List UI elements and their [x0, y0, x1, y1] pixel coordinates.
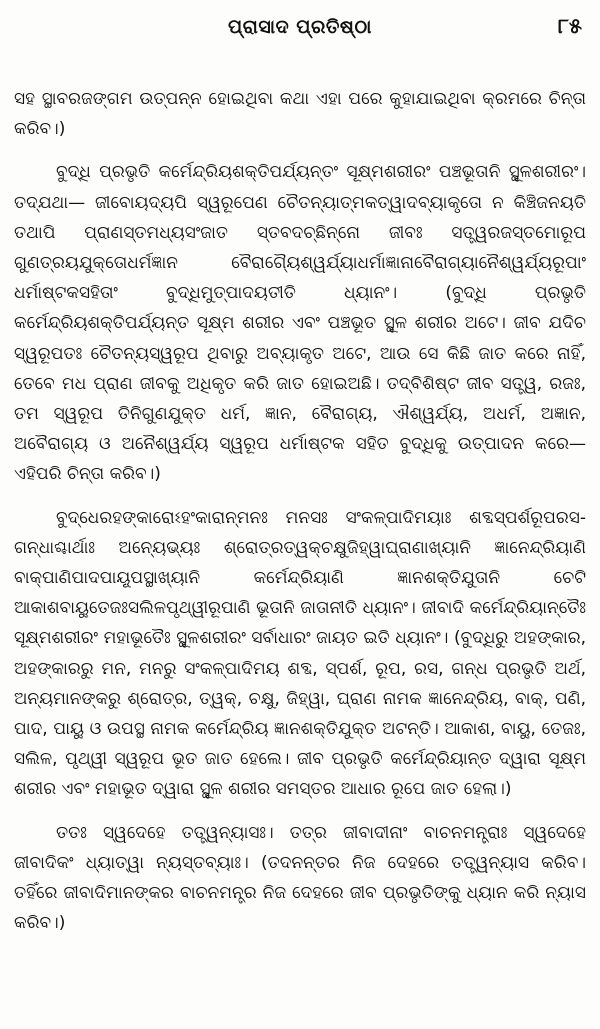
paragraph-ahankara-verse: ବୁଦ୍ଧେରହଙ୍କାରୋଽହଂକାରାନ୍ମନଃ ମନସଃ ସଂକଳ୍ପାଦିମୟାଃ ଶବ୍ଦସ୍ପର୍ଶରୂପରସ-ଗନ୍ଧାଶ୍ଚାର୍ଥାଃ ଅନ୍ୟେଭ୍ୟଃ ଶ୍ରୋତ୍ରତ୍ୱକ୍‌ଚକ୍ଷୁଜିହ୍ୱାଘ୍ରାଣାଖ୍ୟାନି ଜ୍ଞାନେନ୍ଦ୍ରିୟାଣି ବାକ୍‌ପାଣିପାଦପାୟୂପସ୍ଥାଖ୍ୟାନି କର୍ମେନ୍ଦ୍ରିୟାଣି ଜ୍ଞାନଶକ୍ତିଯୁତାନି ଚେଟି ଆକାଶବାୟୁତେଜଃସଲିଳପୃଥ୍ୱୀରୂପାଣି ଭୂତାନି ଜାତାନୀତି ଧ୍ୟାନଂ। ଜୀବାଦି କର୍ମେନ୍ଦ୍ରିୟାନ୍ତୈଃ ସୂକ୍ଷ୍ମଶରୀରଂ ମହାଭୂତୈଃ ସ୍ଥୂଳଶରୀରଂ ସର୍ବାଧାରଂ ଜାୟତ ଇତି ଧ୍ୟାନଂ। (ବୁଦ୍ଧିରୁ ଅହଙ୍କାର, ଅହଙ୍କାରରୁ ମନ, ମନରୁ ସଂକଳ୍ପାଦିମୟ ଶବ୍ଦ, ସ୍ପର୍ଶ, ରୂପ, ରସ, ଗନ୍ଧ ପ୍ରଭୃତି ଅର୍ଥ, ଅନ୍ୟମାନଙ୍କରୁ ଶ୍ରୋତ୍ର, ତ୍ୱକ୍, ଚକ୍ଷୁ, ଜିହ୍ୱା, ଘ୍ରାଣ ନାମକ ଜ୍ଞାନେନ୍ଦ୍ରିୟ, ବାକ୍, ପଣି, ପାଦ, ପାୟୁ ଓ ଉପସ୍ଥ ନାମକ କର୍ମେନ୍ଦ୍ରିୟ ଜ୍ଞାନଶକ୍ତିଯୁକ୍ତ ଅଟନ୍ତି। ଆକାଶ, ବାୟୁ, ତେଜଃ, ସଲିଳ, ପୃଥ୍ୱୀ ସ୍ୱରୂପ ଭୂତ ଜାତ ହେଲେ। ଜୀବ ପ୍ରଭୃତି କର୍ମେନ୍ଦ୍ରିୟାନ୍ତ ଦ୍ୱାରା ସୂକ୍ଷ୍ମ ଶରୀର ଏବଂ ମହାଭୂତ ଦ୍ୱାରା ସ୍ଥୂଳ ଶରୀର ସମସ୍ତର ଆଧାର ରୂପେ ଜାତ ହେଲା।)	[14, 507, 586, 800]
body-text	[14, 84, 586, 938]
page-title: ପ୍ରାସାଦ ପ୍ରତିଷ୍ଠା	[228, 16, 372, 38]
paragraph-continuation: ସହ ସ୍ଥାବରଜଙ୍ଗମ ଉତ୍ପନ୍ନ ହୋଇଥିବା କଥା ଏହା ପରେ କୁହାଯାଇଥିବା କ୍ରମରେ ଚିନ୍ତା କରିବ।)	[14, 89, 586, 140]
page-number: ୮୫	[557, 14, 582, 38]
paragraph-tattva-nyasa: ତତଃ ସ୍ୱଦେହେ ତତ୍ତ୍ୱନ୍ୟାସଃ। ତତ୍ର ଜୀବାଦୀନାଂ ବାଚନମନ୍ତ୍ରାଃ ସ୍ୱଦେହେ ଜୀବାଦିକଂ ଧ୍ୟାତ୍ୱା ନ୍ୟସ୍ତବ୍ୟାଃ। (ତଦନନ୍ତର ନିଜ ଦେହରେ ତତ୍ତ୍ୱନ୍ୟାସ କରିବ। ତହିଁରେ ଜୀବାଦିମାନଙ୍କର ବାଚନମନ୍ତ୍ର ନିଜ ଦେହରେ ଜୀବ ପ୍ରଭୃତିଙ୍କୁ ଧ୍ୟାନ କରି ନ୍ୟାସ କରିବ।)	[14, 822, 586, 934]
running-header	[0, 10, 600, 50]
paragraph-buddhi-verse: ବୁଦ୍ଧି ପ୍ରଭୃତି କର୍ମେନ୍ଦ୍ରିୟଶକ୍ତିପର୍ଯ୍ୟନ୍ତଂ ସୂକ୍ଷ୍ମଶରୀରଂ ପଞ୍ଚଭୂତାନି ସ୍ଥୂଳଶରୀରଂ। ତଦ୍‌ଯଥା— ଜୀବୋୟଦ୍ୟପି ସ୍ୱରୂପେଣ ଚୈତନ୍ୟାତ୍ମକତ୍ୱାଦବ୍ୟାକୃତୋ ନ କିଞ୍ଚିଜନୟତି ତଥାପି ପ୍ରାଣସ୍ତମଧ୍ୟସଂଜାତ ସ୍ତବଦଚ୍ଛିନ୍ନୋ ଜୀବଃ ସତ୍ତ୍ୱରଜସ୍ତମୋରୂପ ଗୁଣତ୍ରୟଯୁକ୍ତୋଧର୍ମଜ୍ଞାନ ବୈରାଗ୍ୟୈଶ୍ୱର୍ଯ୍ୟାଧର୍ମାଜ୍ଞାନାବୈରାଗ୍ୟାନୈଶ୍ୱର୍ଯ୍ୟରୂପାଂ ଧର୍ମାଷ୍ଟକସହିତାଂ ବୁଦ୍ଧିମୁତ୍ପାଦୟତୀତି ଧ୍ୟାନଂ। (ବୁଦ୍ଧି ପ୍ରଭୃତି କର୍ମେନ୍ଦ୍ରିୟଶକ୍ତିପର୍ଯ୍ୟନ୍ତ ସୂକ୍ଷ୍ମ ଶରୀର ଏବଂ ପଞ୍ଚଭୂତ ସ୍ଥୂଳ ଶରୀର ଅଟେ। ଜୀବ ଯଦିଚ ସ୍ୱରୂପତଃ ଚୈତନ୍ୟସ୍ୱରୂପ ଥିବାରୁ ଅବ୍ୟାକୃତ ଅଟେ, ଆଉ ସେ କିଛି ଜାତ କରେ ନାହିଁ, ତେବେ ମଧ ପ୍ରାଣ ଜୀବକୁ ଅଧିକୃତ କରି ଜାତ ହୋଇଅଛି। ତଦ୍‌ବିଶିଷ୍ଟ ଜୀବ ସତ୍ତ୍ୱ, ରଜଃ, ତମ ସ୍ୱରୂପ ତିନିଗୁଣଯୁକ୍ତ ଧର୍ମ, ଜ୍ଞାନ, ବୈରାଗ୍ୟ, ଐଶ୍ୱର୍ଯ୍ୟ, ଅଧର୍ମ, ଅଜ୍ଞାନ, ଅବୈରାଗ୍ୟ ଓ ଅନୈଶ୍ୱର୍ଯ୍ୟ ସ୍ୱରୂପ ଧର୍ମାଷ୍ଟକ ସହିତ ବୁଦ୍ଧିକୁ ଉତ୍ପାଦନ କରେ— ଏହିପରି ଚିନ୍ତା କରିବ।)	[14, 162, 586, 485]
